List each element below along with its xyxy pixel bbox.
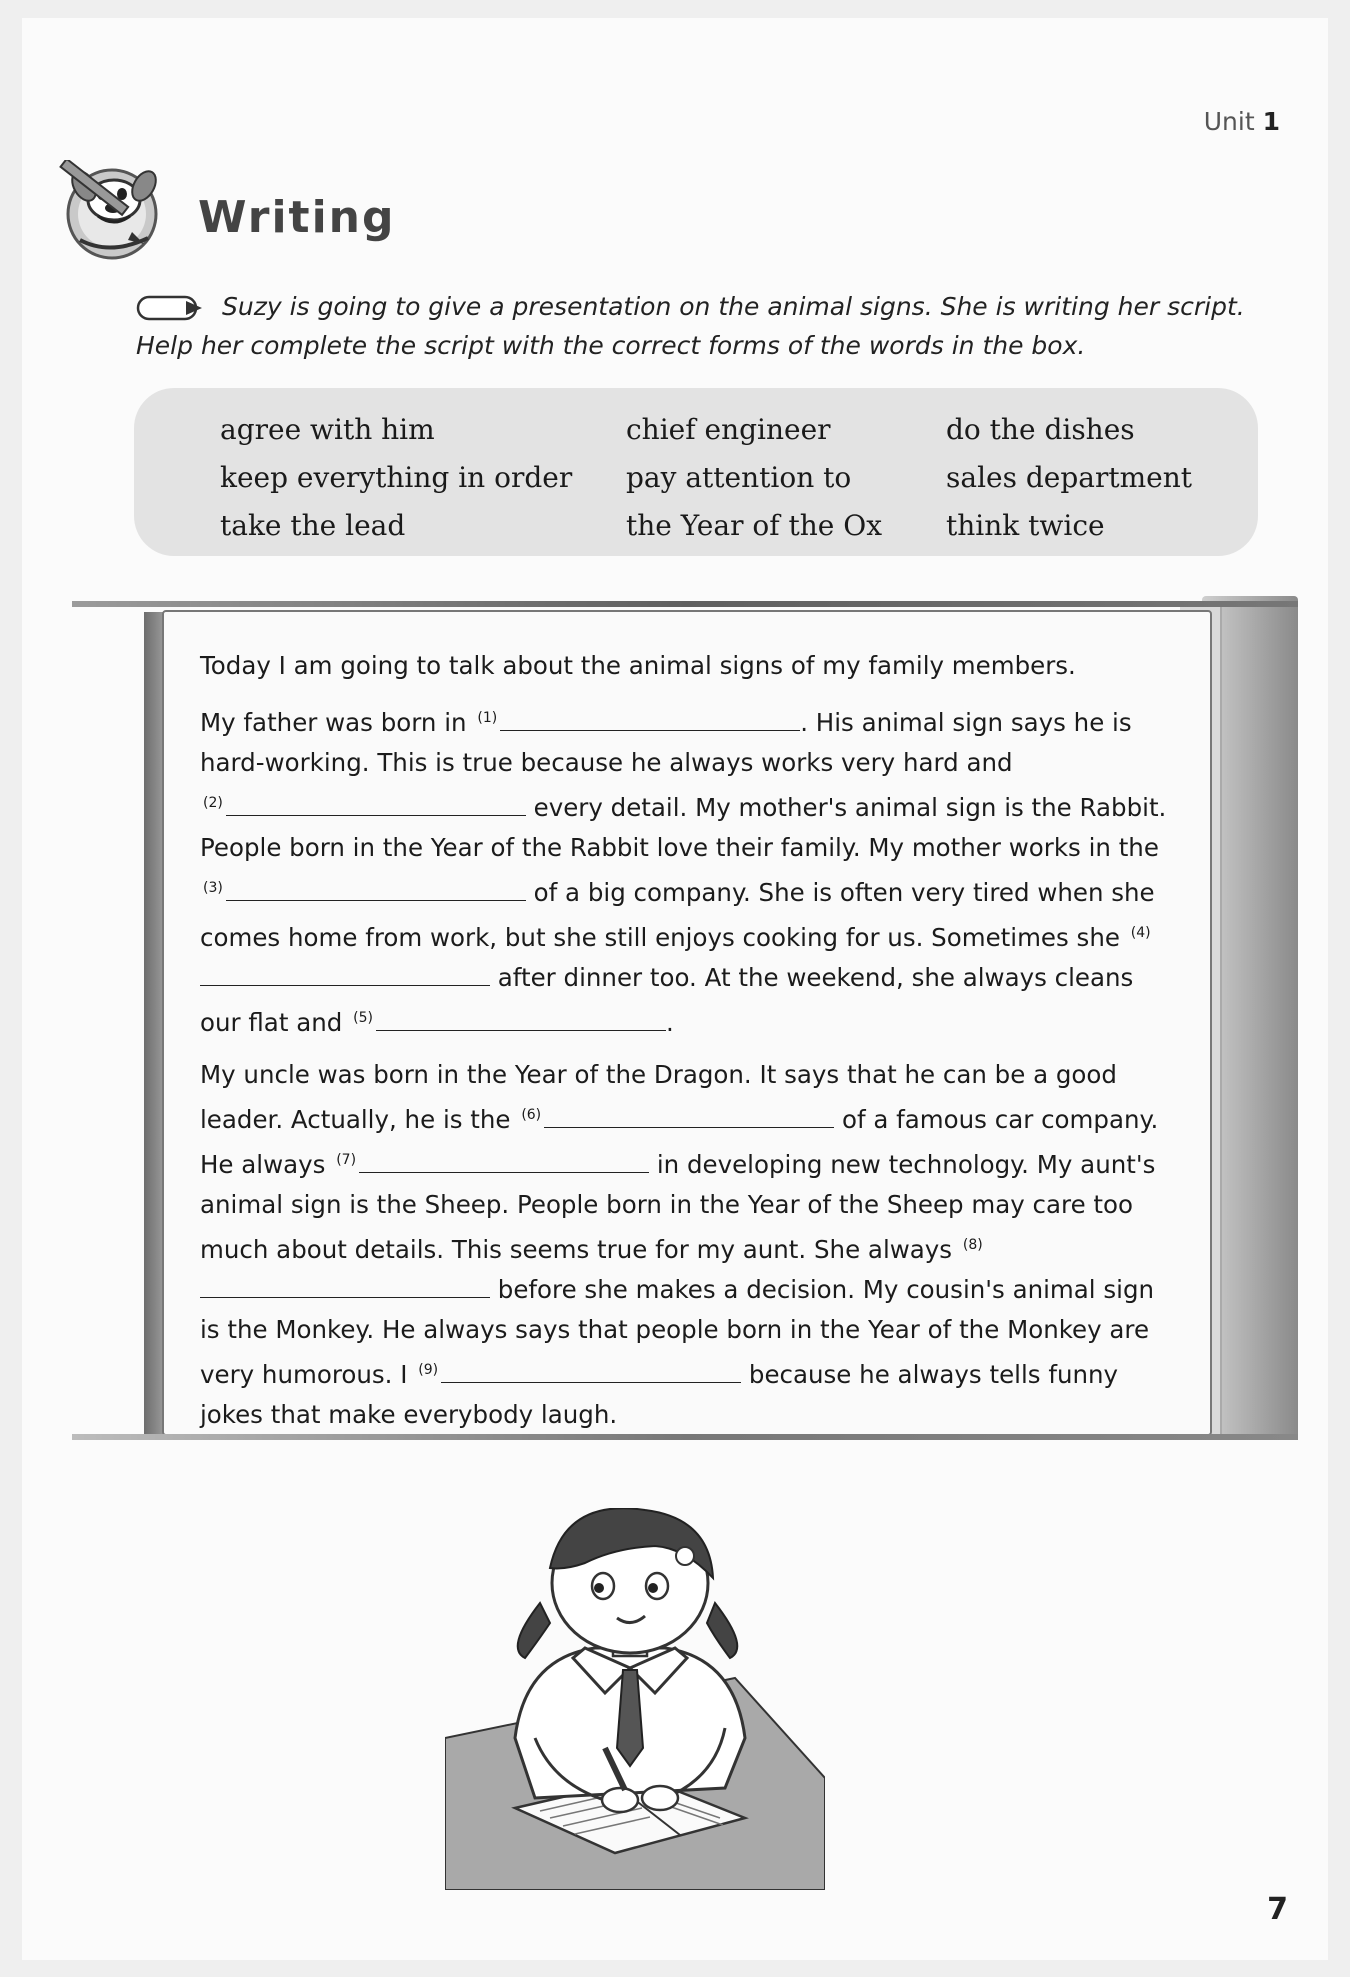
blank-6[interactable] — [544, 1103, 834, 1128]
blank-3[interactable] — [226, 876, 526, 901]
blank-9[interactable] — [441, 1358, 741, 1383]
word-box-item: the Year of the Ox — [626, 509, 882, 542]
word-column-3 — [946, 406, 1192, 550]
word-box-item: think twice — [946, 509, 1105, 542]
blank-number: (1) — [477, 710, 498, 726]
blank-number: (4) — [1130, 925, 1151, 941]
passage-paragraph-3: My uncle was born in the Year of the Dragon. It says that he can be a good leader. Actually, he is the $^{(6)}$ of a famous car company. He always $^{(7)}$ in developing new technology. My aunt's animal sign is the Sheep. People born in the Year of the Sheep may care too much about details. This seems true for my aunt. She always $^{(8)}$ before she makes a decision. My cousin's animal sign is the Monkey. He always says that people born in the Year of the Monkey are very humorous. I $^{(9)}$ because he always tells funny jokes that make everybody laugh. — [200, 1060, 1159, 1429]
passage-paragraph-2: My father was born in $^{(1)}$ . His animal sign says he is hard-working. This is true because he always works very hard and $^{(2)}$ every detail. My mother's animal sign is the Rabbit. People born in the Year of the Rabbit love their family. My mother works in the $^{(3)}$ of a big company. She is often very tired when she comes home from work, but she still enjoys cooking for us. Sometimes she $^{(4)}$ after dinner too. At the weekend, she always cleans our flat and $^{(5)}$ . — [200, 708, 1167, 1037]
instructions: Suzy is going to give a presentation on the animal signs. She is writing her script. Help her complete the script with the correct forms of the words in the box. — [136, 292, 1245, 360]
girl-writing-illustration — [445, 1508, 825, 1890]
audio-play-icon[interactable] — [136, 294, 210, 322]
word-box-item: chief engineer — [626, 413, 831, 446]
blank-4[interactable] — [200, 961, 490, 986]
blank-7[interactable] — [359, 1148, 649, 1173]
dog-pencil-logo-icon — [52, 160, 172, 265]
blank-number: (5) — [353, 1010, 373, 1026]
word-box — [134, 388, 1258, 556]
section-title: Writing — [198, 192, 396, 243]
blank-1[interactable] — [500, 706, 800, 731]
word-box-item: do the dishes — [946, 413, 1135, 446]
blank-number: (7) — [336, 1152, 357, 1168]
word-column-2 — [626, 406, 882, 550]
page-number: 7 — [1267, 1892, 1288, 1927]
blank-number: (2) — [203, 795, 223, 811]
blank-number: (3) — [203, 880, 223, 896]
word-box-item: agree with him — [220, 413, 435, 446]
book-top-edge — [72, 601, 1298, 607]
unit-label: Unit 1 — [1203, 107, 1280, 136]
word-box-item: keep everything in order — [220, 461, 573, 494]
script-passage — [200, 646, 1180, 1447]
unit-number: 1 — [1262, 107, 1280, 136]
blank-number: (6) — [521, 1107, 542, 1123]
passage-paragraph-1: Today I am going to talk about the animal signs of my family members. — [200, 651, 1076, 680]
word-column-1 — [220, 406, 572, 550]
blank-5[interactable] — [376, 1006, 666, 1031]
blank-number: (8) — [962, 1237, 983, 1253]
blank-2[interactable] — [226, 791, 526, 816]
word-box-item: pay attention to — [626, 461, 852, 494]
blank-number: (9) — [418, 1362, 439, 1378]
word-box-item: take the lead — [220, 509, 406, 542]
blank-8[interactable] — [200, 1273, 490, 1298]
word-box-item: sales department — [946, 461, 1193, 494]
